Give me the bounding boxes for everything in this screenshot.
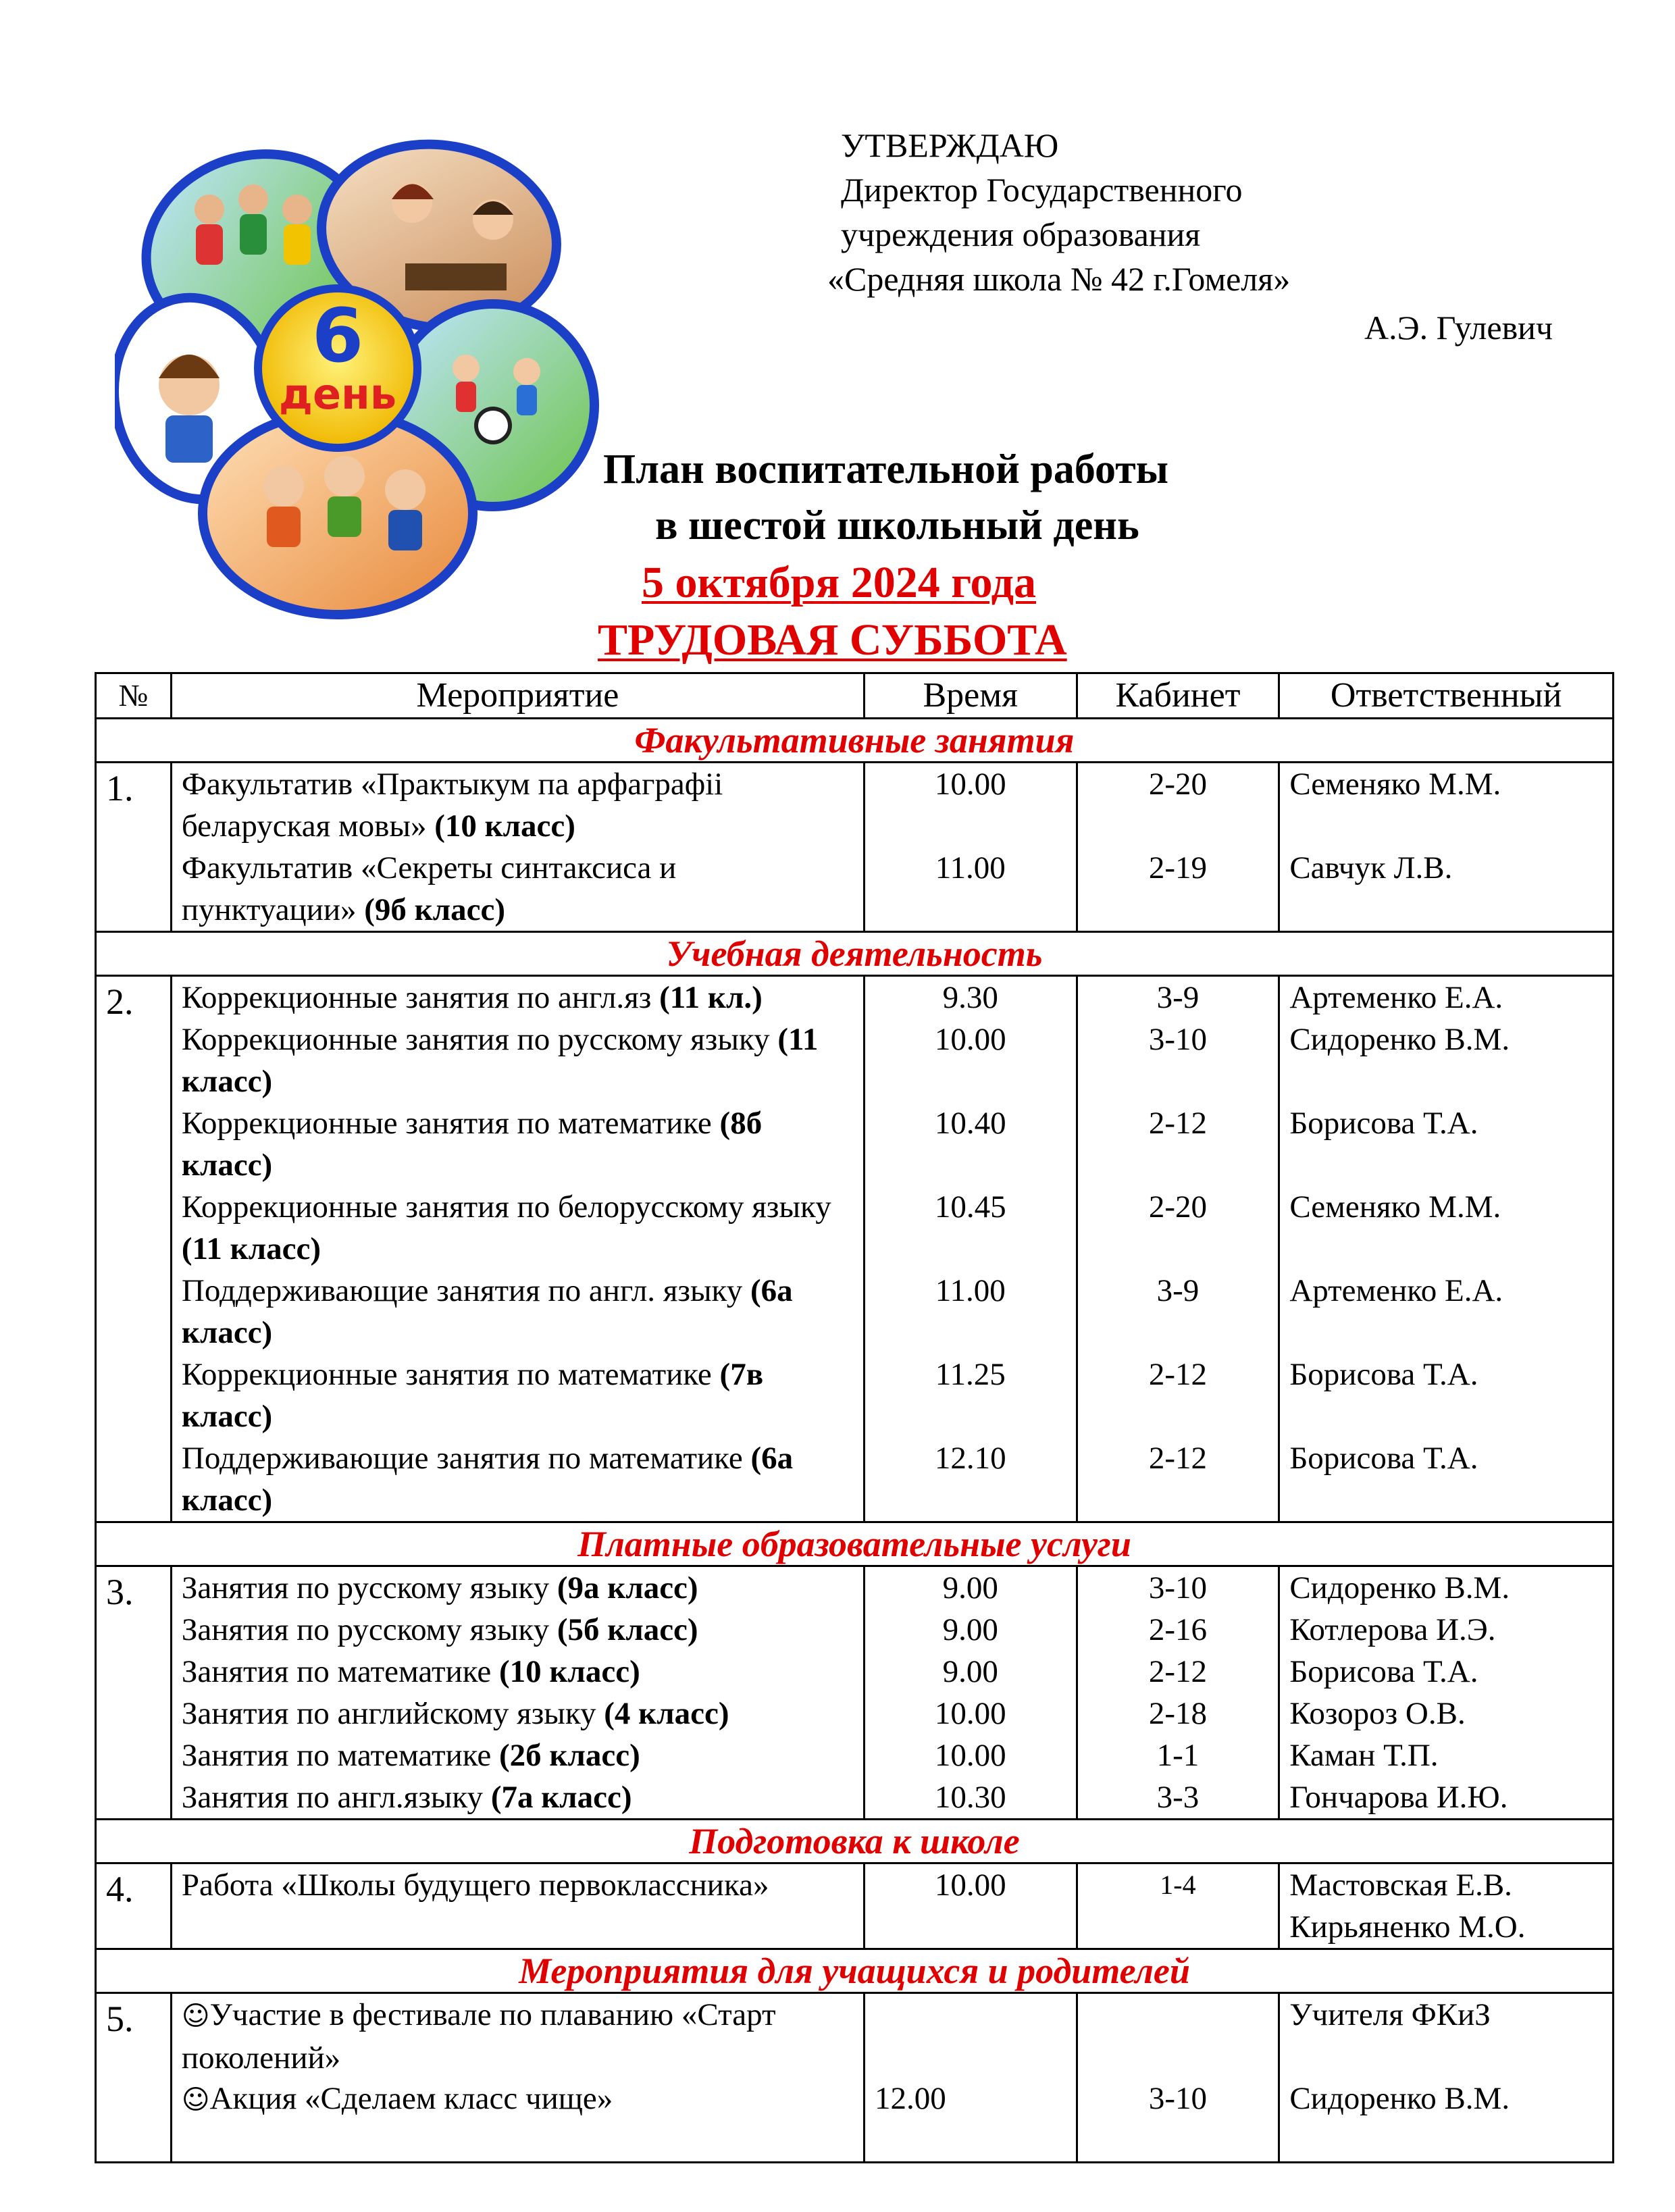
room-value: 3-10: [1148, 2081, 1208, 2116]
event-text: Факультатив «Практыкум па арфаграфіі беларуская мовы»: [181, 767, 723, 844]
event-class: (4 класс): [604, 1696, 729, 1731]
responsible-cell: [1279, 1993, 1614, 2163]
room-value: 2-20: [1148, 1189, 1208, 1225]
responsible-value: Кирьяненко М.О.: [1289, 1909, 1526, 1945]
event-text: Поддерживающие занятия по математике: [181, 1441, 743, 1476]
event-class: (2б класс): [499, 1738, 640, 1773]
event-class: (10 класс): [434, 808, 575, 844]
responsible-value: Козороз О.В.: [1289, 1696, 1466, 1731]
responsible-value: Учителя ФКиЗ: [1289, 1997, 1491, 2032]
approve-signatory: А.Э. Гулевич: [1364, 309, 1553, 346]
time-cell: [865, 976, 1077, 1522]
room-value: 3-10: [1148, 1022, 1208, 1057]
event-text: Коррекционные занятия по математике: [181, 1357, 712, 1392]
responsible-value: Каман Т.П.: [1289, 1738, 1439, 1773]
responsible-value: Борисова Т.А.: [1289, 1106, 1478, 1141]
event-cell: [171, 763, 864, 932]
event-class: (5б класс): [557, 1612, 698, 1647]
responsible-cell: [1279, 976, 1614, 1522]
event-class: (6а класс): [181, 1441, 794, 1518]
event-class: (11 класс): [181, 1231, 321, 1266]
time-value: 10.30: [934, 1780, 1006, 1815]
room-cell: [1077, 1993, 1279, 2163]
room-value: [1087, 1994, 1269, 2078]
room-value: 3-9: [1156, 980, 1200, 1015]
responsible-value: Артеменко Е.А.: [1289, 980, 1503, 1015]
event-class: (9а класс): [557, 1570, 698, 1605]
time-value: 10.40: [934, 1106, 1006, 1141]
event-text: Коррекционные занятия по русскому языку: [181, 1022, 770, 1057]
smiley-icon: ☺: [181, 2001, 210, 2032]
room-value: 1-1: [1156, 1738, 1200, 1773]
event-cell: [171, 976, 864, 1522]
time-value: 9.00: [942, 1612, 998, 1647]
room-value: 2-20: [1148, 767, 1208, 802]
time-value: 10.00: [934, 1696, 1006, 1731]
section-header-row: [96, 1949, 1614, 1993]
responsible-value: Семеняко М.М.: [1289, 1189, 1501, 1225]
header-number: №: [96, 673, 172, 719]
event-text: Занятия по русскому языку: [181, 1612, 550, 1647]
approve-position: Директор Государственного: [841, 171, 1243, 209]
time-value: 10.00: [934, 1022, 1006, 1057]
room-value: 3-9: [1156, 1273, 1200, 1308]
event-cell: [171, 1993, 864, 2163]
responsible-cell: [1279, 1566, 1614, 1820]
event-cell: [171, 1863, 864, 1949]
time-value: 9.00: [942, 1570, 998, 1605]
room-value: 3-3: [1156, 1780, 1200, 1815]
row-number: 4.: [96, 1863, 172, 1949]
section-title: Мероприятия для учащихся и родителей: [96, 1949, 1614, 1993]
event-class: (6а класс): [181, 1273, 793, 1350]
event-class: (11 класс): [181, 1022, 819, 1099]
event-text: Занятия по английскому языку: [181, 1696, 596, 1731]
time-cell: [865, 1863, 1077, 1949]
room-cell: [1077, 1863, 1279, 1949]
row-number: 3.: [96, 1566, 172, 1820]
time-value: 10.00: [934, 1868, 1006, 1903]
six-day-flower-logo: [115, 135, 601, 621]
section-header-row: [96, 1820, 1614, 1863]
room-value: 2-18: [1148, 1696, 1208, 1731]
section-header-row: [96, 932, 1614, 976]
plan-title-line2: в шестой школьный день: [655, 503, 1139, 548]
responsible-value: Сидоренко В.М.: [1289, 1022, 1510, 1057]
responsible-value: Сидоренко В.М.: [1289, 2081, 1510, 2116]
room-value: 2-12: [1148, 1357, 1208, 1392]
event-cell: [171, 1566, 864, 1820]
header-event: Мероприятие: [171, 673, 864, 719]
time-value: 10.45: [934, 1189, 1006, 1225]
plan-date: 5 октября 2024 года: [642, 558, 1037, 607]
approve-organization: учреждения образования: [841, 215, 1201, 253]
section-title: Подготовка к школе: [96, 1820, 1614, 1863]
time-cell: [865, 1566, 1077, 1820]
time-value: 12.10: [934, 1441, 1006, 1476]
event-text: Коррекционные занятия по математике: [181, 1106, 712, 1141]
table-header-row: [96, 673, 1614, 719]
time-value: 11.00: [935, 1273, 1006, 1308]
schedule-table: [95, 672, 1614, 2163]
plan-subtitle: ТРУДОВАЯ СУББОТА: [598, 615, 1067, 665]
room-value: 2-19: [1148, 850, 1208, 885]
section-header-row: [96, 719, 1614, 763]
event-text: Коррекционные занятия по англ.яз: [181, 980, 652, 1015]
event-text: Поддерживающие занятия по англ. языку: [181, 1273, 743, 1308]
event-text: Занятия по математике: [181, 1738, 492, 1773]
event-text: Занятия по математике: [181, 1654, 492, 1689]
room-cell: [1077, 763, 1279, 932]
responsible-value: Борисова Т.А.: [1289, 1654, 1478, 1689]
responsible-value: Савчук Л.В.: [1289, 850, 1453, 885]
responsible-value: Борисова Т.А.: [1289, 1357, 1478, 1392]
section-title: Учебная деятельность: [96, 932, 1614, 976]
responsible-value: Гончарова И.Ю.: [1289, 1780, 1508, 1815]
section-header-row: [96, 1522, 1614, 1566]
row-number: 2.: [96, 976, 172, 1522]
room-value: 2-12: [1148, 1654, 1208, 1689]
event-text: Занятия по англ.языку: [181, 1780, 484, 1815]
row-number: 5.: [96, 1993, 172, 2163]
room-value: 2-12: [1148, 1106, 1208, 1141]
plan-title: План воспитательной работы: [603, 446, 1169, 492]
approval-block: [827, 123, 1553, 346]
responsible-value: Мастовская Е.В.: [1289, 1868, 1512, 1903]
section-title: Платные образовательные услуги: [96, 1522, 1614, 1566]
event-text: Занятия по русскому языку: [181, 1570, 550, 1605]
event-class: (7в класс): [181, 1357, 764, 1434]
approve-heading: УТВЕРЖДАЮ: [841, 126, 1059, 164]
time-value: 10.00: [934, 767, 1006, 802]
header-room: Кабинет: [1077, 673, 1279, 719]
logo-number: 6: [311, 292, 364, 379]
event-text: Акция «Сделаем класс чище»: [209, 2081, 613, 2116]
event-class: (11 кл.): [659, 980, 763, 1015]
time-value: 9.30: [942, 980, 998, 1015]
time-value: 12.00: [875, 2081, 946, 2116]
row-number: 1.: [96, 763, 172, 932]
approve-school: «Средняя школа № 42 г.Гомеля»: [827, 260, 1291, 298]
event-text: Факультатив «Секреты синтаксиса и пунктуации»: [181, 850, 677, 927]
logo-word: день: [278, 369, 397, 419]
room-cell: [1077, 976, 1279, 1522]
table-row: [96, 1863, 1614, 1949]
table-row: [96, 976, 1614, 1522]
table-row: [96, 1993, 1614, 2163]
time-value: 9.00: [942, 1654, 998, 1689]
table-row: [96, 1566, 1614, 1820]
responsible-value: Сидоренко В.М.: [1289, 1570, 1510, 1605]
event-text: Коррекционные занятия по белорусскому языку: [181, 1189, 831, 1225]
event-text: Работа «Школы будущего первоклассника»: [181, 1868, 769, 1903]
time-cell: [865, 1993, 1077, 2163]
event-class: (10 класс): [499, 1654, 640, 1689]
responsible-value: Артеменко Е.А.: [1289, 1273, 1503, 1308]
responsible-cell: [1279, 763, 1614, 932]
room-cell: [1077, 1566, 1279, 1820]
event-class: (7а класс): [490, 1780, 632, 1815]
responsible-value: Семеняко М.М.: [1289, 767, 1501, 802]
responsible-value: Борисова Т.А.: [1289, 1441, 1478, 1476]
responsible-value: Котлерова И.Э.: [1289, 1612, 1496, 1647]
room-value: 3-10: [1148, 1570, 1208, 1605]
smiley-icon: ☺: [181, 2084, 210, 2115]
table-row: [96, 763, 1614, 932]
room-value: 2-12: [1148, 1441, 1208, 1476]
header-responsible: Ответственный: [1279, 673, 1614, 719]
room-value: 1-4: [1160, 1870, 1196, 1900]
room-value: 2-16: [1148, 1612, 1208, 1647]
event-text: Участие в фестивале по плаванию «Старт поколений»: [181, 1997, 776, 2076]
time-value: [875, 1994, 1066, 2078]
header-time: Время: [865, 673, 1077, 719]
responsible-cell: [1279, 1863, 1614, 1949]
event-class: (9б класс): [364, 892, 505, 927]
time-value: 10.00: [934, 1738, 1006, 1773]
time-cell: [865, 763, 1077, 932]
section-title: Факультативные занятия: [96, 719, 1614, 763]
event-class: (8б класс): [181, 1106, 763, 1183]
time-value: 11.25: [935, 1357, 1006, 1392]
time-value: 11.00: [935, 850, 1006, 885]
